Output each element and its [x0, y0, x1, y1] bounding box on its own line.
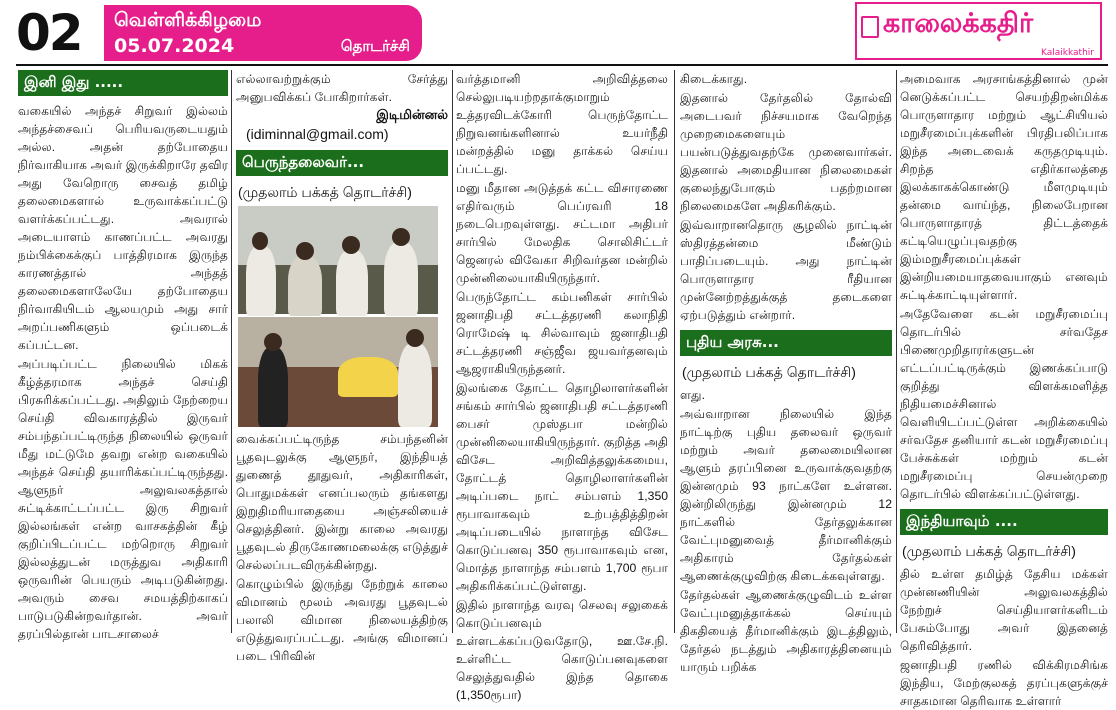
article-paragraph: கொழும்பில் இருந்து நேற்றுக் காலை விமானம் மூலம் அவரது பூதவுடல் பலாலி விமான நிலையத்திற்கு எடுத்துவரப்பட்டது. அங்கு விமானப் படை பிரிவின்: [236, 577, 448, 663]
column-divider: [231, 70, 232, 633]
article-paragraph: கிடைக்காது.: [680, 72, 748, 86]
date-label: 05.07.2024: [114, 35, 235, 57]
article-paragraph: வகையில் அந்தச் சிறுவர் இல்லம் அந்தச்சைவப் பெரியவருடையதும் அல்ல. அதன் தற்போதைய நிர்வாகியாக அவர் இருக்கிறாரே தவிர அது வேறொரு சைவத் தமிழ் தலைமைகளால் உருவாக்கப்பட்டு வளர்க்கப்பட்டது. அவரால் அடையாளம் காணப்பட்ட அவரது நம்பிக்கைக்குப் பாத்திரமாக இருந்த காரணத்தால் அந்தத் தலைமைகளாலேயே தற்போதைய நிர்வாகியிடம் ஆலயமும் அது சார் அறப்பணிகளும் ஒப்படைக் கப்பட்டன.: [18, 104, 228, 352]
brand-subtitle: Kalaikkathir: [1041, 48, 1094, 58]
page-number: 02: [16, 4, 82, 62]
section-heading: இந்தியாவும் ....: [900, 509, 1108, 535]
continued-note: (முதலாம் பக்கத் தொடர்ச்சி): [238, 184, 412, 200]
column-divider: [452, 70, 453, 633]
article-paragraph: அப்படிப்பட்ட நிலையில் மிகக் கீழ்த்தரமாக அந்தச் செய்தி பிரசுரிக்கப்பட்டது. அதிலும் நேற்றைய செய்தி விவகாரத்தில் இருவர் சம்பந்தப்பட்டிருந்த நிலையில் ஒருவர் மீது மட்டுமே தவறு என்ற வகையில் அந்தச் செய்தி தயாரிக்கப்பட்டிருந்தது. ஆளுநர் அலுவலகத்தால் சுட்டிக்காட்டப்பட்ட இரு சிறுவர் இல்லங்கள் என்ற வாசகத்தின் கீழ் குறிப்பிடப்பட்ட மற்றொரு சிறுவர் இல்லத்துடன் மருத்துவ அதிகாரி ஒருவரின் பெயரும் அடிபடுகின்றது. அவரும் சைவ சமயத்திற்காகப் பாடுபடுகின்றவர்தான். அவர் தரப்பில்தான் பாடசாலைச்: [18, 357, 228, 641]
article-paragraph: இலங்கை தோட்ட தொழிலாளர்களின் சங்கம் சார்பில் ஜனாதிபதி சட்டத்தரணி பைசர் முஸ்தபா மன்றில் முன்னிலையாகியிருந்தார். குறித்த அதி விசேட அறிவித்தலுக்கமைய, தோட்டத் தொழிலாளர்களின் அடிப்படை நாட் சம்பளம் 1,350 ரூபாவாகவும் உற்பத்தித்திறன் அடிப்படையில் நாளாந்த விசேட கொடுப்பனவு 350 ரூபாவாகவும் என, மொத்த நாளாந்த சம்பளம் 1,700 ரூபா அதிகரிக்கப்பட்டுள்ளது.: [456, 381, 668, 593]
byline: இடிமின்னல்: [376, 107, 448, 122]
article-paragraph: தேர்தல்கள் ஆணைக்குழுவிடம் உள்ள வேட்புமனுத்தாக்கல் செய்யும் திகதியைத் தீர்மானிக்கும் இடத்திலும், தேர்தல் நடத்தும் அதிகாரத்தினையும் யாரும் பறிக்க: [680, 588, 892, 674]
day-label: வெள்ளிக்கிழமை: [114, 9, 262, 31]
header-rule: [16, 64, 1108, 66]
column-3: [456, 70, 668, 702]
article-paragraph: எல்லாவற்றுக்கும் சேர்த்து அனுபவிக்கப் போகிறார்கள்.: [236, 72, 448, 104]
article-paragraph: அமைவாக அரசாங்கத்தினால் முன் னெடுக்கப்பட்ட செயற்திறன்மிக்க பொருளாதார மற்றும் ஆட்சியியல் மறுசீரமைப்புக்களின் பிரதிபலிப்பாக இந்த அடைவைக் கருதமுடியும். சிறந்த எதிர்காலத்தை இலக்காகக்கொண்டு மீளமுடியும் தன்மை வாய்ந்த, நிலைபேறான பொருளாதாரத் திட்டத்தைக் கட்டியெழுப்புவதற்கு இம்மறுசீரமைப்புக்கள் இன்றியமையாதவையாகும் எனவும் சுட்டிக்காட்டியுள்ளார்.: [900, 72, 1108, 302]
article-paragraph: ளது.: [680, 388, 705, 402]
author-email: (idiminnal@gmail.com): [246, 126, 389, 142]
column-4: [680, 70, 892, 674]
continued-label: தொடர்ச்சி: [340, 37, 410, 55]
section-heading: இனி இது .....: [18, 70, 228, 96]
section-heading: பெருந்தலைவர்...: [236, 150, 448, 176]
article-paragraph: பெருந்தோட்ட கம்பனிகள் சார்பில் ஜனாதிபதி சட்டத்தரணி கலாநிதி ரொமேஷ் டி சில்வாவும் ஜனாதிபதி சட்டத்தரணி சஞ்ஜீவ ஜயவர்தனவும் ஆஜராகியிருந்தனர்.: [456, 290, 668, 376]
continued-note: (முதலாம் பக்கத் தொடர்ச்சி): [682, 364, 856, 380]
masthead: [0, 0, 1116, 66]
column-5: [900, 70, 1108, 708]
continued-note: (முதலாம் பக்கத் தொடர்ச்சி): [902, 543, 1076, 559]
date-banner: [104, 5, 422, 61]
section-heading: புதிய அரசு...: [680, 330, 892, 356]
article-paragraph: அவ்வாறான நிலையில் இந்த நாட்டிற்கு புதிய தலைவர் ஒருவர் மற்றும் அவர் தலைமையிலான ஆளும் தரப்பினை உருவாக்குவதற்கு இன்னமும் 93 நாட்களே உள்ளன. இன்றிலிருந்து இன்னமும் 12 நாட்களில் தேர்தலுக்கான வேட்புமனுவைத் தீர்மானிக்கும் அதிகாரம் தேர்தல்கள் ஆணைக்குழுவிற்கு கிடைக்கவுள்ளது.: [680, 407, 892, 583]
article-paragraph: இவ்வாறானதொரு சூழலில் நாட்டின் ஸ்திரத்தன்மை மீண்டும் பாதிப்படையும். அது நாட்டின் பொருளாதார ரீதியான முன்னேற்றத்துக்குத் தடைகளை ஏற்படுத்தும் என்றார்.: [680, 218, 892, 322]
article-paragraph: அதேவேளை கடன் மறுசீரமைப்பு தொடர்பில் சர்வதேச பிணைமுறிதாரர்களுடன் எட்டப்பட்டிருக்கும் இணக்கப்பாடு குறித்து விளக்கமளித்த நிதியமைச்சினால் வெளியிடப்பட்டுள்ள அறிக்கையில் சர்வதேச தனியார் கடன் மறுசீரமைப்பு பேச்சுக்கள் மற்றும் கடன் மறுசீரமைப்பு செயன்முறை தொடர்பில் விளக்கப்பட்டுள்ளது.: [900, 307, 1108, 501]
newspaper-logo: [855, 2, 1102, 60]
article-paragraph: வைக்கப்பட்டிருந்த சம்பந்தனின் பூதவுடலுக்கு ஆளுநர், இந்தியத் துணைத் தூதுவர், அதிகாரிகள், பொதுமக்கள் எனப்பலரும் தங்களது இறுதிமரியாதையை அஞ்சலியைச் செலுத்தினர். இன்று காலை அவரது பூதவுடல் திருகோணமலைக்கு எடுத்துச் செல்லப்படவிருக்கின்றது.: [236, 432, 448, 572]
news-photo-1: [238, 206, 438, 314]
article-paragraph: வர்த்தமானி அறிவித்தலை செல்லுபடியற்றதாக்குமாறும் உத்தரவிடக்கோரி பெருந்தோட்ட நிறுவனங்களினால் உயர்நீதி மன்றத்தில் மனு தாக்கல் செய்ய ப்பட்டது.: [456, 72, 668, 176]
column-2: [236, 70, 448, 663]
article-paragraph: தில் உள்ள தமிழ்த் தேசிய மக்கள் முன்னணியின் அலுவலகத்தில் நேற்றுச் செய்தியாளர்களிடம் பேசும்போது அவர் இதனைத் தெரிவித்தார்.: [900, 567, 1108, 653]
article-paragraph: இதனால் தேர்தலில் தோல்வி அடைபவர் நிச்சயமாக வேறெந்த முறைமைகளையும் பயன்படுத்துவதற்கே முனைவார்கள். இதனால் அமைதியான நிலைமைகள் குலைந்துபோகும் பதற்றமான நிலைமைகளே அதிகரிக்கும்.: [680, 91, 892, 213]
article-paragraph: இதில் நாளாந்த வரவு செலவு சலுகைக் கொடுப்பனவும் உள்ளடக்கப்படுவதோடு, ஊ.சே.நி. உள்ளிட்ட கொடுப்பனவுகளை செலுத்துவதில் இந்த தொகை (1,350ரூபா): [456, 598, 668, 702]
column-divider: [896, 70, 897, 633]
column-divider: [674, 70, 675, 633]
article-paragraph: மனு மீதான அடுத்தக் கட்ட விசாரணை எதிர்வரும் பெப்ரவரி 18 நடைபெறவுள்ளது. சட்டமா அதிபர் சார்பில் மேலதிக சொலிசிட்டர் ஜெனரல் விவேகா சிறிவர்தன மன்றில் முன்னிலையாகியிருந்தார்.: [456, 181, 668, 285]
brand-name: காலைக்கதிர்: [883, 8, 1034, 39]
column-1: [18, 70, 228, 641]
article-paragraph: ஜனாதிபதி ரணில் விக்கிரமசிங்க இந்திய, மேற்குலகத் தரப்புகளுக்குச் சாதகமான தெரிவாக உள்ளார்: [900, 658, 1108, 708]
news-photo-2: [238, 317, 438, 427]
book-icon: [861, 16, 879, 38]
